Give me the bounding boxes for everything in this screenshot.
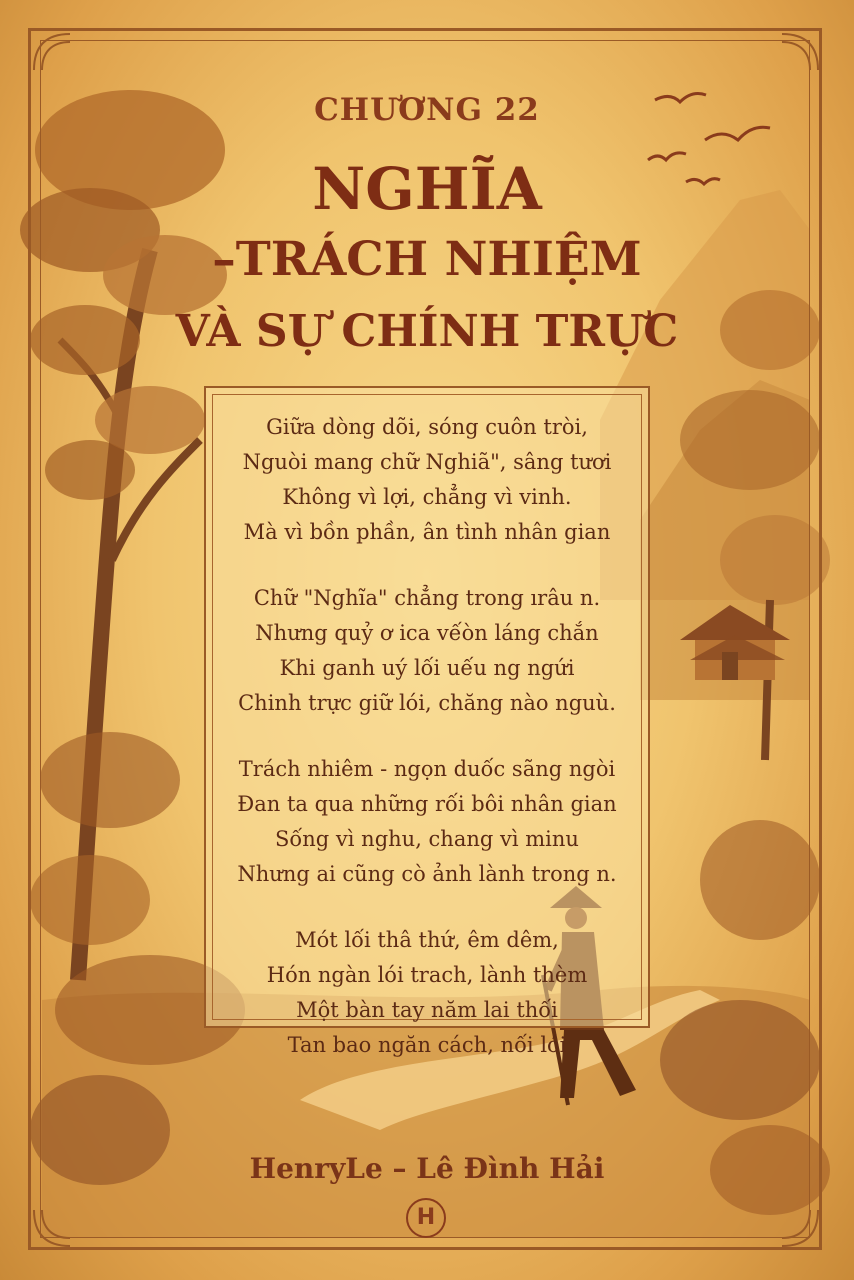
h-logo-icon: H xyxy=(406,1198,446,1238)
poem xyxy=(210,410,644,1094)
author-credit: HenryLe – Lê Đình Hải xyxy=(249,1152,605,1185)
poem-line: Chữ "Nghĩa" chẳng trong ırâu n. xyxy=(253,586,601,610)
stanza xyxy=(210,581,644,721)
title-line-1: NGHĨA xyxy=(312,155,542,223)
poem-line: Khi ganh uý lối uếu ng ngứi xyxy=(279,656,575,680)
corner-ornament-bottom-left xyxy=(30,1204,76,1250)
poem-line: Trách nhiêm - ngọn duốc sãng ngòi xyxy=(238,757,616,781)
poem-line: Một bàn tay năm lai thối xyxy=(296,998,558,1022)
title-line-3: VÀ SỰ CHÍNH TRỰC xyxy=(175,306,679,357)
stanza xyxy=(210,923,644,1063)
poem-line: Nhưng ai cũng cò ảnh lành trong n. xyxy=(237,862,617,886)
stanza xyxy=(210,752,644,892)
corner-ornament-bottom-right xyxy=(776,1204,822,1250)
poem-line: Giữa dòng dõi, sóng cuôn tròi, xyxy=(266,415,588,439)
poem-line: Đan ta qua những rối bôi nhân gian xyxy=(237,792,617,816)
poem-line: Nhưng quỷ ơ ica vếòn láng chắn xyxy=(255,621,599,645)
chapter-label: CHƯƠNG 22 xyxy=(314,92,540,128)
poem-line: Tan bao ngăn cách, nối lói xyxy=(287,1033,567,1057)
stanza xyxy=(210,410,644,550)
poem-line: Sống vì nghu, chang vì minu xyxy=(275,827,579,851)
title-line-2: –TRÁCH NHIỆM xyxy=(212,232,642,287)
poem-line: Hón ngàn lói trach, lành thèm xyxy=(266,963,588,987)
poem-line: Chinh trực giữ lói, chăng nào nguù. xyxy=(238,691,616,715)
poem-line: Mà vì bồn phần, ân tình nhân gian xyxy=(243,520,611,544)
corner-ornament-top-right xyxy=(776,30,822,76)
poem-line: Mót lối thâ thứ, êm dêm, xyxy=(295,928,559,952)
corner-ornament-top-left xyxy=(30,30,76,76)
poem-line: Nguòi mang chữ Nghiã", sâng tươi xyxy=(242,450,612,474)
poem-line: Không vì lợi, chẳng vì vinh. xyxy=(282,485,572,509)
